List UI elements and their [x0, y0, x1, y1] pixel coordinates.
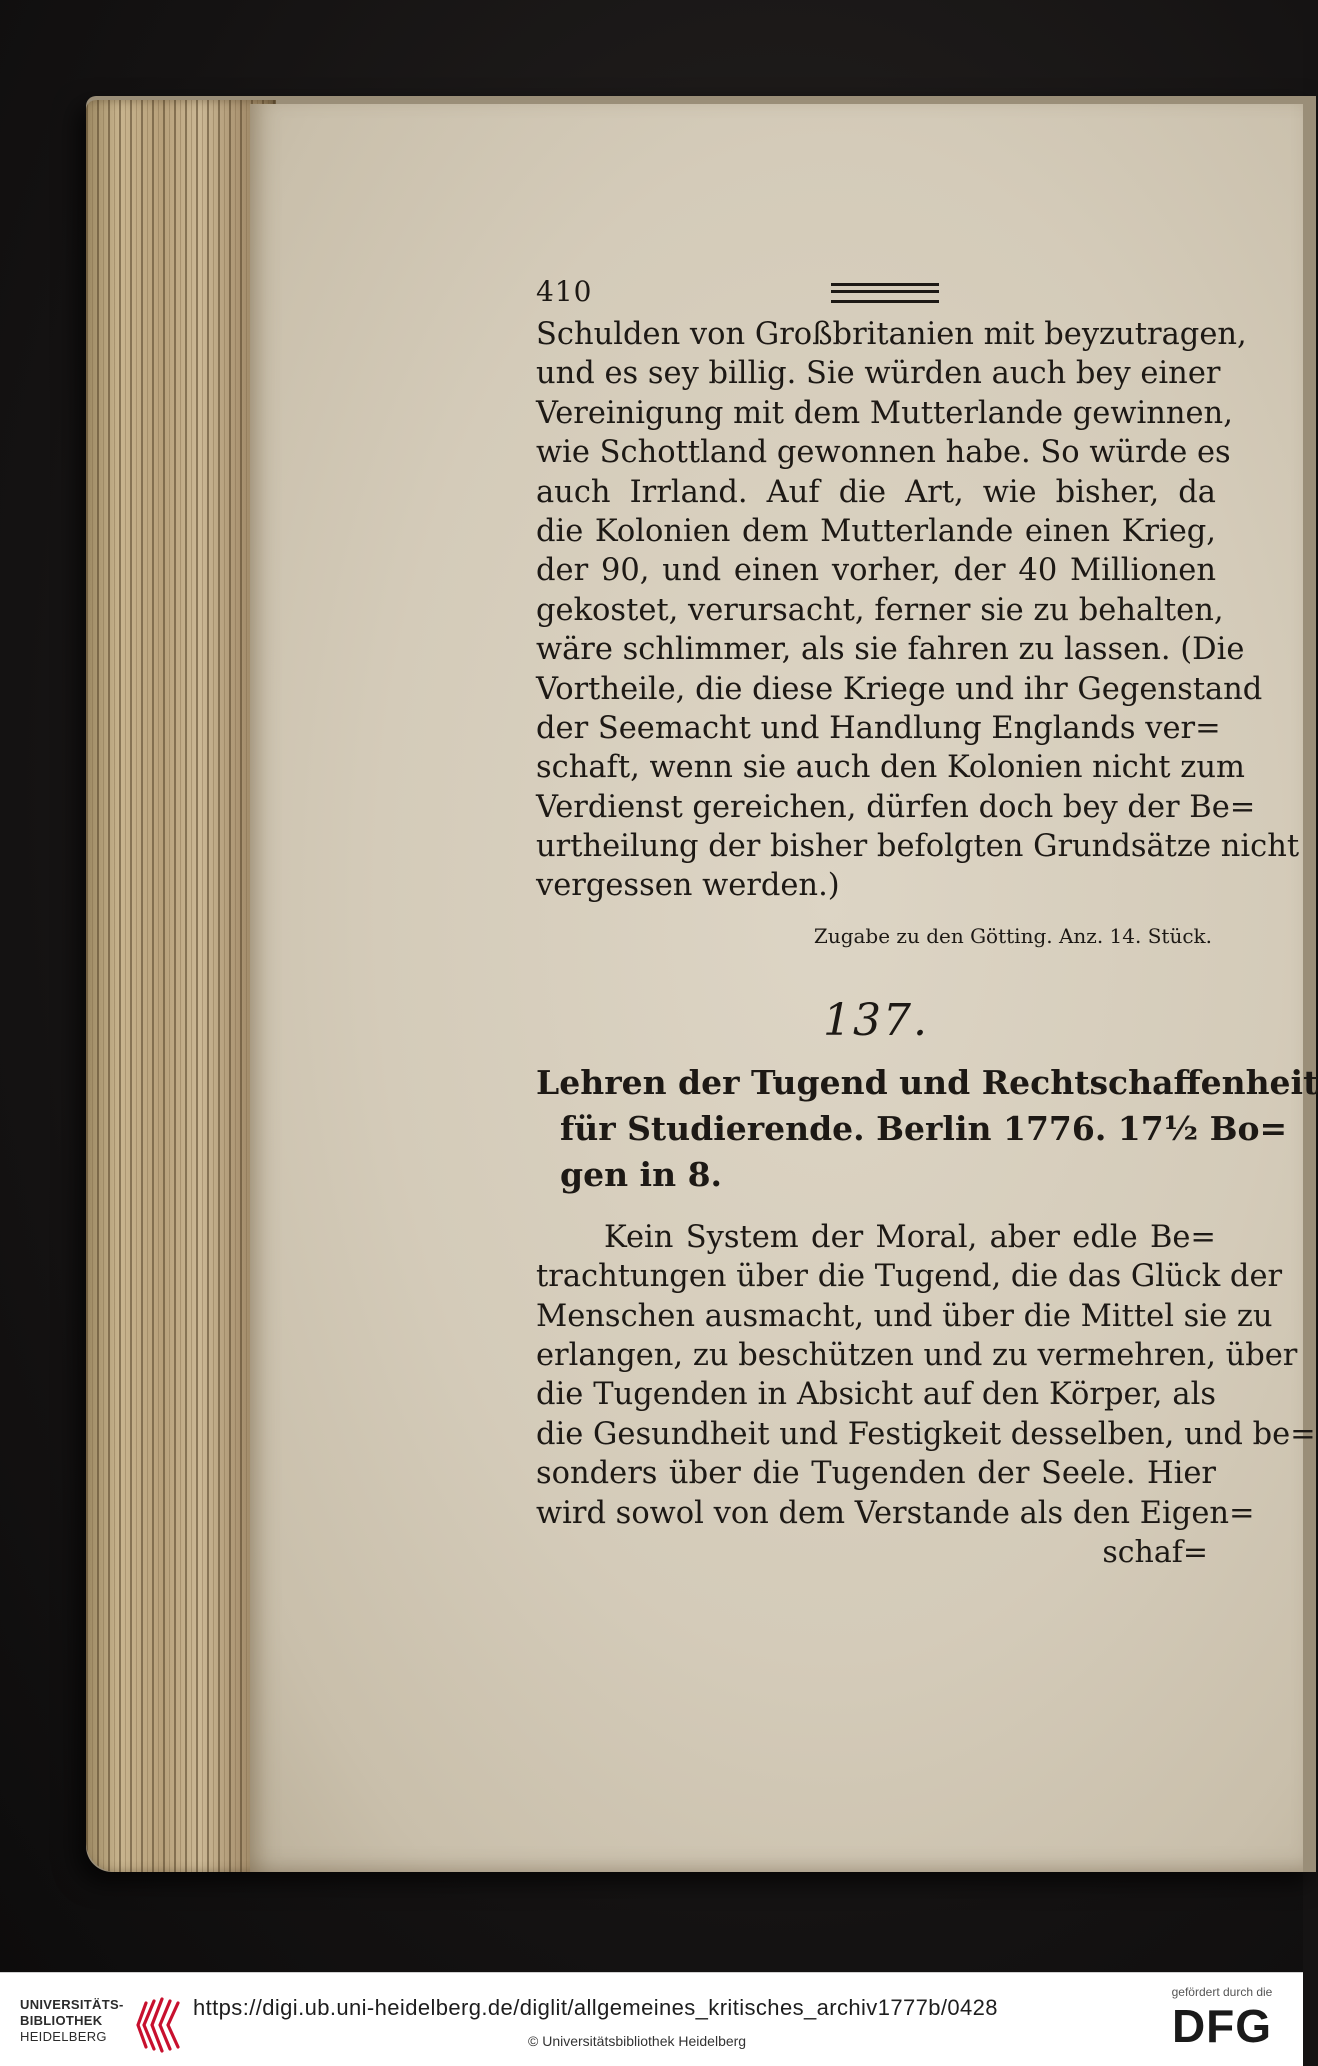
text-line: vergessen werden.) [536, 868, 840, 904]
text-line: und es sey billig. Sie würden auch bey einer [536, 356, 1221, 392]
dfg-logo-text: DFG [1171, 2000, 1273, 2052]
source-note: Zugabe zu den Götting. Anz. 14. Stück. [813, 923, 1212, 948]
page-text-block [536, 275, 1318, 1573]
text-line: wäre schlimmer, als sie fahren zu lassen. (Die [536, 632, 1245, 668]
text-line: gekostet, verursacht, ferner sie zu behalten, [536, 592, 1224, 628]
text-line: die Gesundheit und Festigkeit desselben, und be= [536, 1416, 1316, 1452]
title-line: für Studierende. Berlin 1776. 17½ Bo= [560, 1108, 1288, 1148]
article-body [536, 1218, 1316, 1533]
article-number: 137. [823, 994, 929, 1046]
text-line: wird sowol von dem Verstande als den Eigen= [536, 1495, 1255, 1531]
dfg-caption: gefördert durch die [1171, 1985, 1273, 1999]
text-line: Schulden von Großbritanien mit beyzutragen, [536, 317, 1247, 352]
document-url-link[interactable]: https://digi.ub.uni-heidelberg.de/diglit/allgemeines_kritisches_archiv1777b/0428 [193, 1995, 998, 2020]
library-name-line: HEIDELBERG [20, 2029, 107, 2044]
text-line: der 90, und einen vorher, der 40 Millionen [536, 553, 1216, 589]
text-line: urtheilung der bisher befolgten Grundsätze nicht [536, 829, 1300, 865]
text-line: der Seemacht und Handlung Englands ver= [536, 710, 1221, 746]
catchword: schaf= [1102, 1534, 1208, 1570]
title-line: gen in 8. [560, 1154, 723, 1194]
text-line: sonders über die Tugenden der Seele. Hier [536, 1456, 1216, 1492]
continued-paragraph [536, 315, 1300, 906]
text-line: wie Schottland gewonnen habe. So würde es [536, 435, 1231, 471]
library-name-line: UNIVERSITÄTS- [20, 1997, 124, 2012]
book-fore-edge [86, 100, 276, 1872]
head-rule-ornament [831, 283, 939, 303]
text-line: Vortheile, die diese Kriege und ihr Gegenstand [536, 671, 1263, 707]
page-number: 410 [536, 275, 593, 308]
text-line: Vereinigung mit dem Mutterlande gewinnen, [536, 395, 1233, 431]
copyright-notice: © Universitätsbibliothek Heidelberg [528, 2033, 747, 2049]
library-logo[interactable] [20, 1997, 190, 2053]
text-line: trachtungen über die Tugend, die das Glück der [536, 1259, 1283, 1295]
dfg-logo[interactable] [1152, 1985, 1292, 2055]
text-line: erlangen, zu beschützen und zu vermehren, über [536, 1338, 1298, 1374]
text-line: Verdienst gereichen, dürfen doch bey der Be= [536, 789, 1256, 825]
text-line: die Tugenden in Absicht auf den Körper, als [536, 1377, 1216, 1413]
title-line: Lehren der Tugend und Rechtschaffenheit [536, 1062, 1318, 1102]
library-logo-icon [128, 1995, 188, 2053]
library-name-line: BIBLIOTHEK [20, 2013, 103, 2028]
text-line: auch Irrland. Auf die Art, wie bisher, da [536, 474, 1216, 510]
text-line: Kein System der Moral, aber edle Be= [604, 1219, 1216, 1255]
text-line: Menschen ausmacht, und über die Mittel sie zu [536, 1298, 1273, 1334]
running-head [536, 275, 1216, 315]
text-line: schaft, wenn sie auch den Kolonien nicht zum [536, 750, 1245, 786]
article-title [536, 1060, 1318, 1198]
text-line: die Kolonien dem Mutterlande einen Krieg, [536, 513, 1216, 549]
footer-bar [0, 1972, 1303, 2066]
